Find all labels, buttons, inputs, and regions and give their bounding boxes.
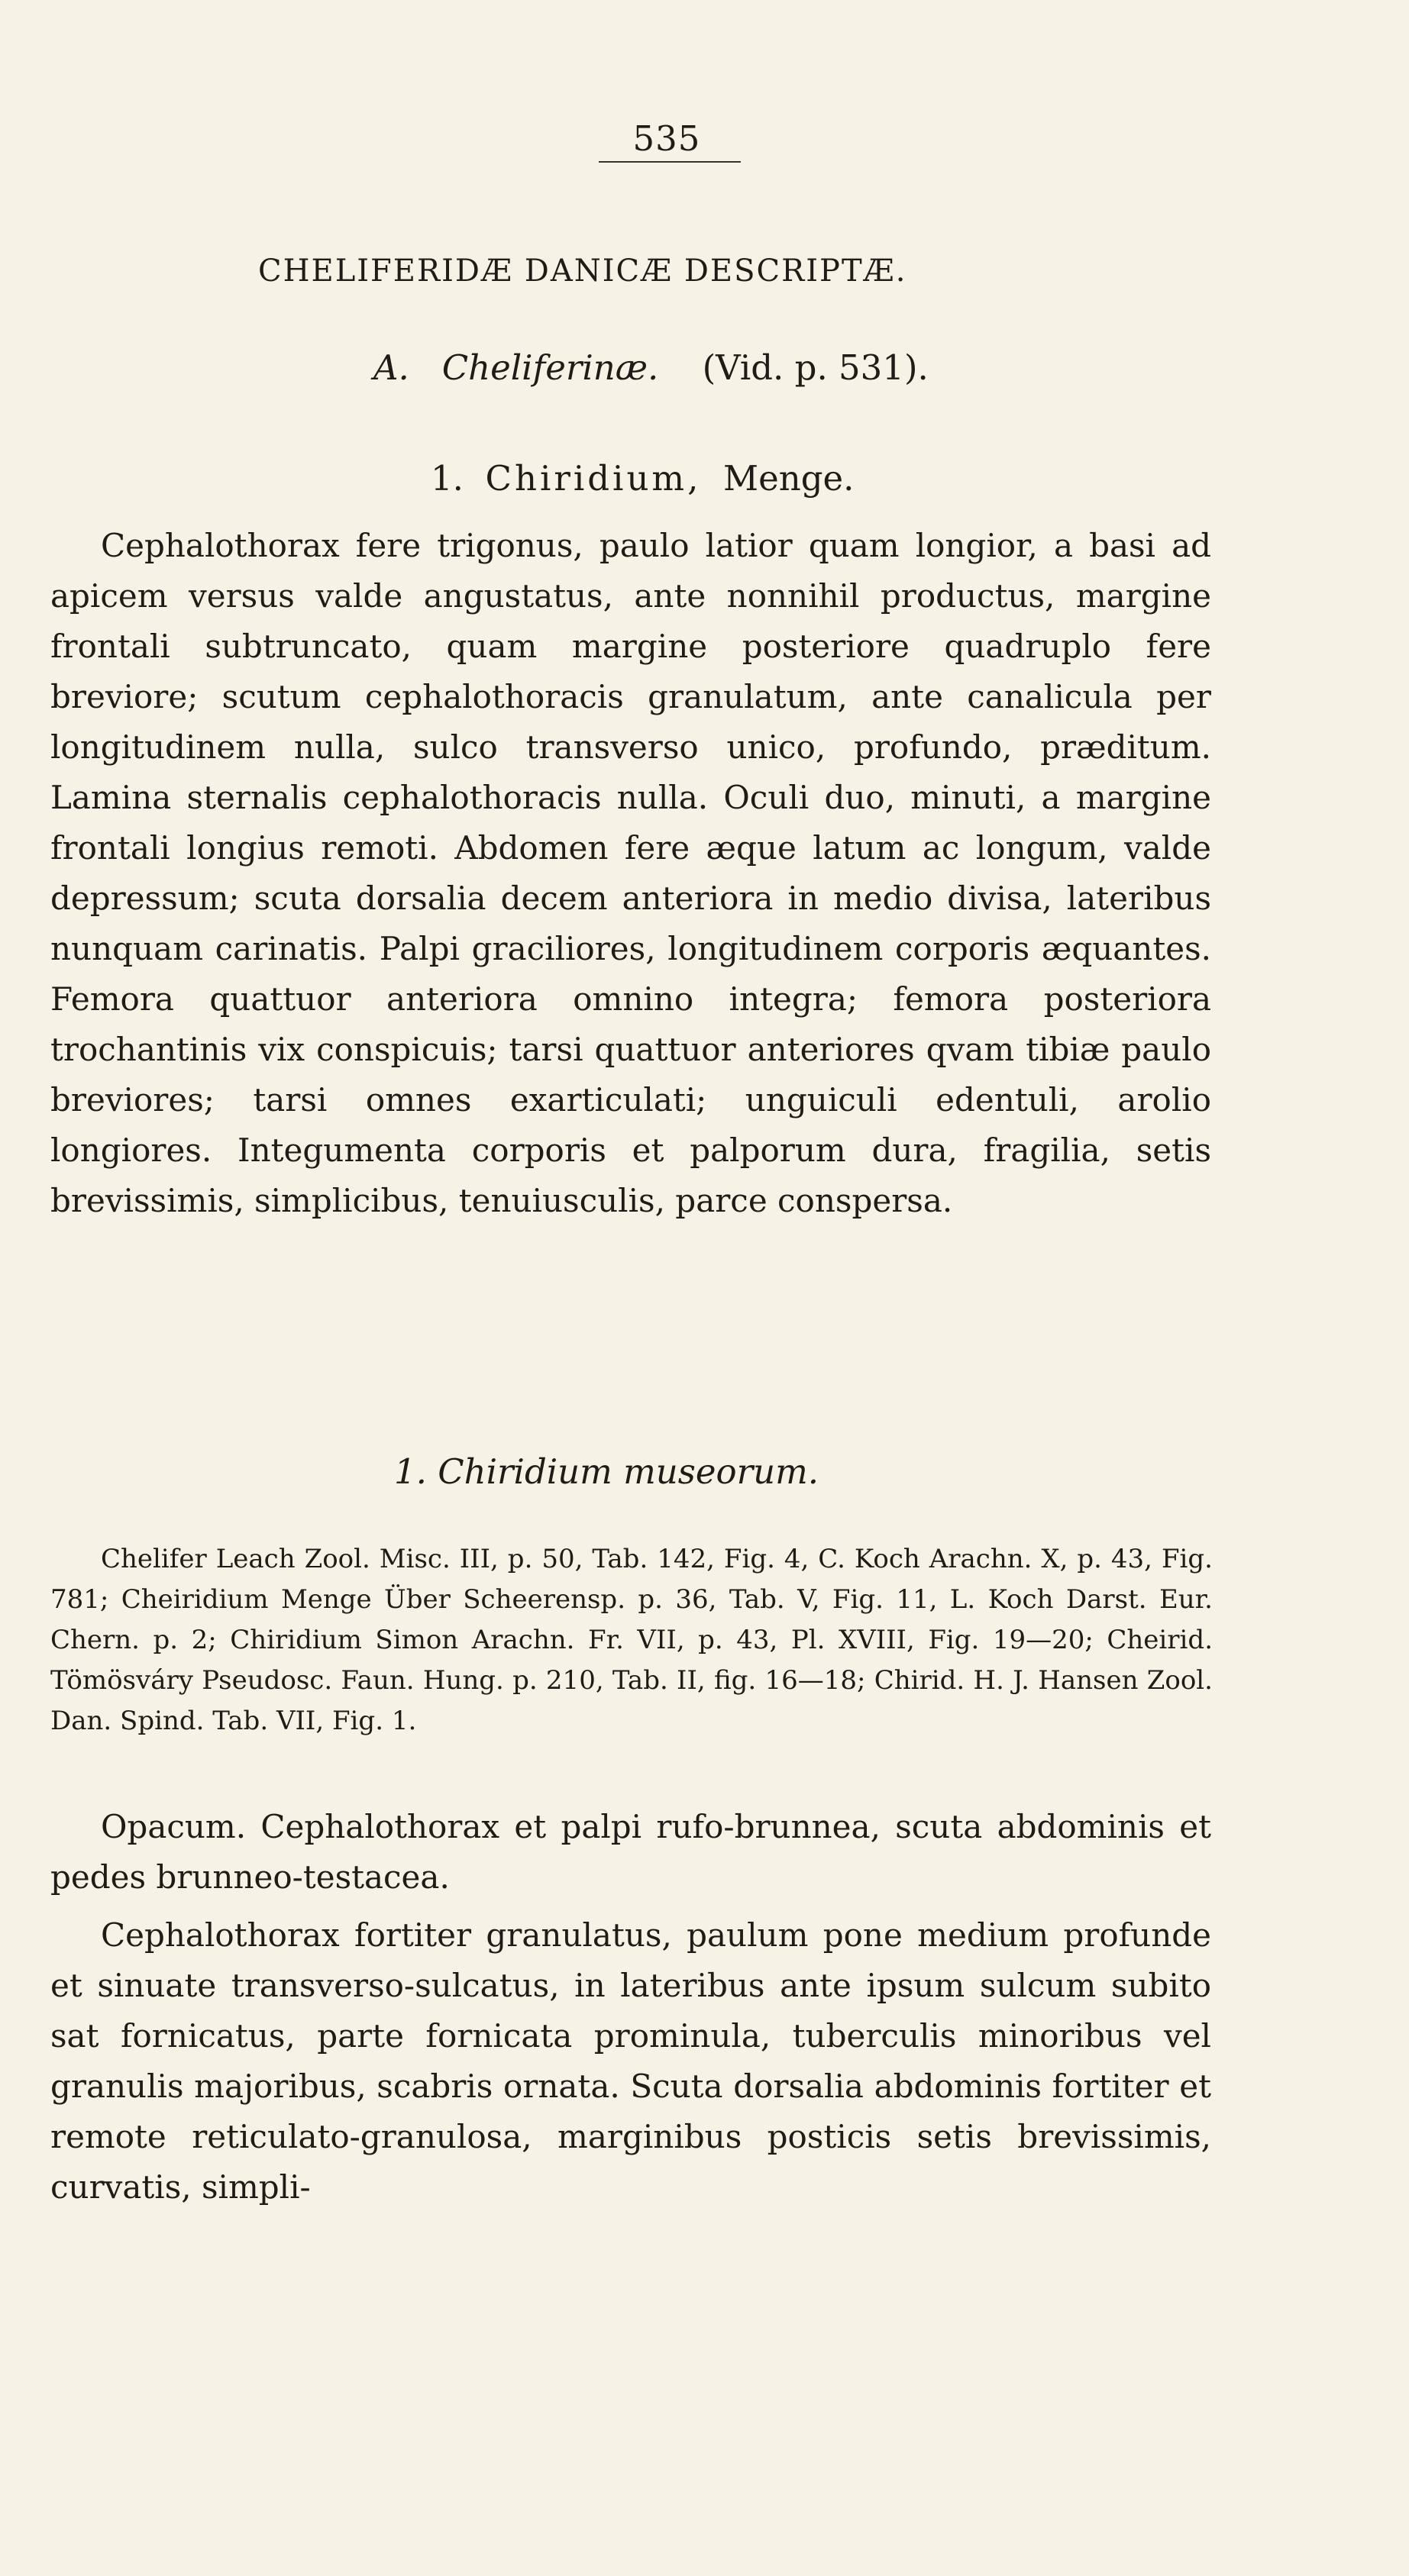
species-title: 1. Chiridium museorum. (394, 1451, 819, 1492)
species-description-2 (50, 1910, 1211, 2213)
species-description-paragraph: Opacum. Cephalothorax et palpi rufo-brunnea, scuta abdominis et pedes brunneo-testacea. (50, 1808, 1211, 1896)
subfamily-reference: (Vid. p. 531). (702, 347, 929, 388)
genus-description-paragraph: Cephalothorax fere trigonus, paulo latior quam longior, a basi ad apicem versus valde angustatus, ante nonnihil productus, margine frontali subtruncato, quam margine posteriore quadruplo fere breviore; scutum cephalothoracis granulatum, ante canalicula per longitudinem nulla, sulco transverso unico, profundo, præditum. Lamina sternalis cephalothoracis nulla. Oculi duo, minuti, a margine frontali longius remoti. Abdomen fere æque latum ac longum, valde depressum; scuta dorsalia decem anteriora in medio divisa, lateribus nunquam carinatis. Palpi graciliores, longitudinem corporis æquantes. Femora quattuor anteriora omnino integra; femora posteriora trochantinis vix conspicuis; tarsi quattuor anteriores qvam tibiæ paulo breviores; tarsi omnes exarticulati; unguiculi edentuli, arolio longiores. Integumenta corporis et palporum dura, fragilia, setis brevissimis, simplicibus, tenuiusculis, parce conspersa. (50, 527, 1211, 1219)
synonymy-text: Chelifer Leach Zool. Misc. III, p. 50, Tab. 142, Fig. 4, C. Koch Arachn. X, p. 43, Fig. 781; Cheiridium Menge Über Scheerensp. p. 36, Tab. V, Fig. 11, L. Koch Darst. Eur. Chern. p. 2; Chiridium Simon Arachn. Fr. VII, p. 43, Pl. XVIII, Fig. 19—20; Cheirid. Tömösváry Pseudosc. Faun. Hung. p. 210, Tab. II, fig. 16—18; Chirid. H. J. Hansen Zool. Dan. Spind. Tab. VII, Fig. 1. (50, 1544, 1213, 1736)
genus-author: Menge. (723, 458, 855, 499)
page-number-rule (599, 161, 741, 163)
genus-number: 1. (431, 458, 464, 499)
main-title: CHELIFERIDÆ DANICÆ DESCRIPTÆ. (258, 253, 907, 289)
synonymy-block (50, 1539, 1213, 1742)
genus-name: Chiridium, (485, 458, 702, 499)
genus-heading (431, 456, 854, 502)
subfamily-letter: A. (373, 347, 409, 388)
genus-description (50, 521, 1211, 1226)
subfamily-name: Cheliferinæ. (441, 347, 659, 388)
species-description-paragraph: Cephalothorax fortiter granulatus, paulum pone medium profunde et sinuate transverso-sulcatus, in lateribus ante ipsum sulcum subito sat fornicatus, parte fornicata prominula, tuberculis minoribus vel granulis majoribus, scabris ornata. Scuta dorsalia abdominis fortiter et remote reticulato-granulosa, marginibus posticis setis brevissimis, curvatis, simpli- (50, 1916, 1211, 2206)
page-number: 535 (632, 118, 701, 159)
species-description-1 (50, 1802, 1211, 1903)
subfamily-heading (373, 345, 929, 391)
